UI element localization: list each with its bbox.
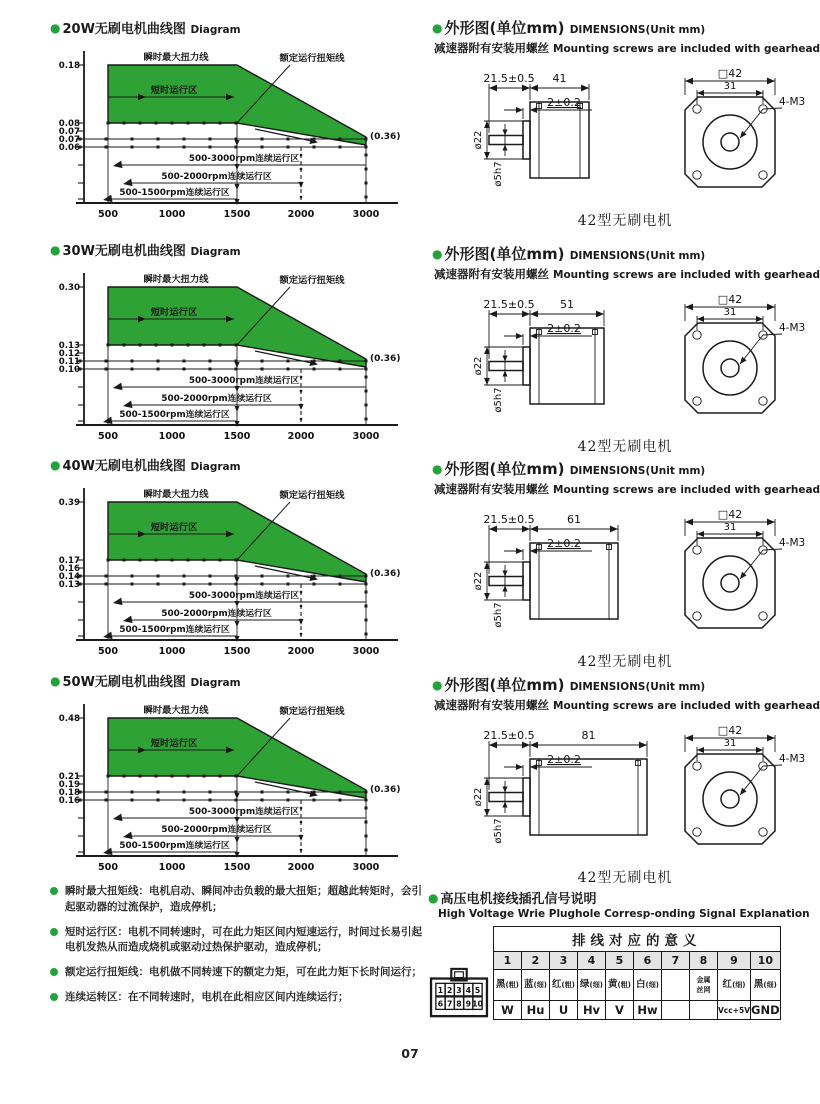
chart-title-en: Diagram	[190, 461, 241, 473]
svg-text:500-2000rpm连续运行区: 500-2000rpm连续运行区	[161, 172, 272, 182]
dimension-title-en: DIMENSIONS(Unit mm)	[569, 465, 706, 477]
svg-text:ø5h7: ø5h7	[493, 161, 504, 187]
chart-title	[50, 457, 420, 475]
svg-text:1500: 1500	[223, 431, 251, 442]
svg-text:500: 500	[97, 862, 119, 873]
svg-text:2000: 2000	[287, 431, 315, 442]
pin-number-cell: 1	[494, 952, 522, 970]
svg-text:1000: 1000	[158, 646, 186, 657]
legend-note: 瞬时最大扭矩线：电机启动、瞬间冲击负载的最大扭矩；超越此转矩时，会引起驱动器的过流保护，造成停机；	[50, 884, 426, 916]
svg-text:500-1500rpm连续运行区: 500-1500rpm连续运行区	[119, 410, 230, 420]
wire-color-cell: 金属 丝网	[690, 970, 718, 1001]
signal-explanation-section	[428, 891, 818, 1020]
pin-number-cell: 7	[662, 952, 690, 970]
drawing-caption: 42型无刷电机	[577, 213, 673, 229]
dimension-title	[432, 20, 818, 39]
svg-text:0.12: 0.12	[58, 349, 80, 359]
svg-text:500-3000rpm连续运行区: 500-3000rpm连续运行区	[188, 807, 300, 817]
outline-drawing-51	[432, 284, 812, 434]
svg-text:短时运行区: 短时运行区	[150, 85, 198, 96]
dimension-subtitle: 减速器附有安装用螺丝 Mounting screws are included with gearhead	[434, 698, 820, 712]
chart-title-zh: 30W无刷电机曲线图	[62, 244, 186, 259]
torque-speed-chart-40w	[50, 476, 410, 672]
green-bullet-icon: ●	[432, 247, 443, 261]
svg-text:2±0.2: 2±0.2	[547, 96, 581, 109]
green-bullet-icon: ●	[428, 891, 439, 905]
wire-color-cell: 黄(粗)	[606, 970, 634, 1001]
svg-text:61: 61	[567, 513, 581, 526]
svg-text:3: 3	[456, 986, 462, 995]
wire-color-cell: 黑(粗)	[494, 970, 522, 1001]
svg-text:500-1500rpm连续运行区: 500-1500rpm连续运行区	[119, 625, 230, 635]
outline-drawing-61	[432, 499, 812, 649]
svg-text:500-3000rpm连续运行区: 500-3000rpm连续运行区	[188, 376, 300, 386]
connector-plug-icon	[428, 966, 490, 1020]
dimension-section-3	[432, 461, 818, 671]
dimension-title-en: DIMENSIONS(Unit mm)	[569, 681, 706, 693]
dimension-title-zh: 外形图(单位mm)	[444, 19, 565, 37]
svg-text:4-M3: 4-M3	[779, 537, 806, 549]
svg-text:ø5h7: ø5h7	[493, 387, 504, 413]
svg-text:21.5±0.5: 21.5±0.5	[483, 729, 535, 742]
svg-text:□42: □42	[717, 67, 743, 80]
svg-text:31: 31	[723, 522, 737, 533]
svg-text:额定运行扭矩线: 额定运行扭矩线	[279, 706, 345, 717]
chart-title	[50, 20, 420, 38]
dimension-title-en: DIMENSIONS(Unit mm)	[569, 24, 706, 36]
svg-text:额定运行扭矩线: 额定运行扭矩线	[279, 490, 345, 501]
svg-text:81: 81	[581, 729, 596, 742]
signal-cell: U	[550, 1001, 578, 1020]
drawing-caption: 42型无刷电机	[577, 654, 673, 670]
chart-title-en: Diagram	[190, 24, 241, 36]
svg-text:1500: 1500	[223, 646, 251, 657]
drawing-caption: 42型无刷电机	[577, 439, 673, 455]
pin-number-cell: 4	[578, 952, 606, 970]
dimension-section-4	[432, 677, 818, 887]
svg-text:31: 31	[723, 307, 737, 318]
svg-text:2: 2	[447, 986, 453, 995]
legend-note: 连续运转区：在不同转速时，电机在此相应区间内连续运行；	[50, 990, 426, 1006]
svg-text:10: 10	[472, 999, 483, 1009]
svg-text:瞬时最大扭力线: 瞬时最大扭力线	[143, 489, 209, 500]
curve-section-20w	[50, 20, 420, 235]
svg-text:0.19: 0.19	[58, 780, 80, 790]
svg-text:4: 4	[465, 986, 471, 995]
svg-text:瞬时最大扭力线: 瞬时最大扭力线	[143, 274, 209, 285]
chart-title-en: Diagram	[190, 677, 241, 689]
dimension-title-zh: 外形图(单位mm)	[444, 676, 565, 694]
dimension-title	[432, 677, 818, 696]
svg-text:□42: □42	[717, 508, 743, 521]
svg-text:ø22: ø22	[473, 571, 484, 591]
svg-text:瞬时最大扭力线: 瞬时最大扭力线	[143, 52, 209, 63]
svg-text:4-M3: 4-M3	[779, 753, 806, 765]
curve-section-40w	[50, 457, 420, 672]
legend-notes	[50, 884, 426, 1015]
signal-cell: V	[606, 1001, 634, 1020]
svg-text:500-2000rpm连续运行区: 500-2000rpm连续运行区	[161, 609, 272, 619]
svg-text:短时运行区: 短时运行区	[150, 522, 198, 533]
svg-text:瞬时最大扭力线: 瞬时最大扭力线	[143, 705, 209, 716]
dimension-title-zh: 外形图(单位mm)	[444, 245, 565, 263]
svg-text:短时运行区: 短时运行区	[150, 307, 198, 318]
svg-text:0.48: 0.48	[58, 714, 80, 724]
svg-text:ø22: ø22	[473, 787, 484, 807]
signal-row	[428, 926, 818, 1020]
signal-cell: Hv	[578, 1001, 606, 1020]
svg-text:3000: 3000	[352, 646, 380, 657]
chart-title-zh: 20W无刷电机曲线图	[62, 22, 186, 37]
svg-text:0.07: 0.07	[58, 127, 80, 137]
dimension-title	[432, 461, 818, 480]
pin-number-cell: 8	[690, 952, 718, 970]
svg-text:4-M3: 4-M3	[779, 96, 806, 108]
dimension-subtitle: 减速器附有安装用螺丝 Mounting screws are included with gearhead	[434, 482, 820, 496]
green-bullet-icon: ●	[432, 462, 443, 476]
svg-text:0.10: 0.10	[58, 365, 80, 375]
svg-text:2000: 2000	[287, 646, 315, 657]
svg-text:1500: 1500	[223, 862, 251, 873]
legend-notes-list	[50, 884, 426, 1006]
svg-text:1000: 1000	[158, 862, 186, 873]
svg-text:500-3000rpm连续运行区: 500-3000rpm连续运行区	[188, 154, 300, 164]
svg-text:500-1500rpm连续运行区: 500-1500rpm连续运行区	[119, 188, 230, 198]
green-bullet-icon: ●	[432, 678, 443, 692]
svg-text:0.08: 0.08	[58, 119, 80, 129]
pin-number-cell: 5	[606, 952, 634, 970]
svg-text:ø22: ø22	[473, 356, 484, 376]
curve-section-50w	[50, 673, 420, 888]
green-bullet-icon: ●	[432, 21, 443, 35]
chart-title	[50, 673, 420, 691]
svg-text:31: 31	[723, 81, 737, 92]
svg-text:7: 7	[447, 999, 453, 1009]
svg-text:0.16: 0.16	[58, 564, 80, 574]
svg-text:1500: 1500	[223, 209, 251, 220]
svg-text:0.13: 0.13	[58, 341, 80, 351]
svg-text:2±0.2: 2±0.2	[547, 537, 581, 550]
svg-text:(0.36): (0.36)	[370, 354, 401, 364]
chart-title-en: Diagram	[190, 246, 241, 258]
svg-text:500-1500rpm连续运行区: 500-1500rpm连续运行区	[119, 841, 230, 851]
page-number: 07	[401, 1046, 419, 1061]
svg-text:41: 41	[552, 72, 567, 85]
torque-speed-chart-20w	[50, 39, 410, 235]
svg-text:□42: □42	[717, 724, 743, 737]
signal-cell: Hu	[522, 1001, 550, 1020]
pin-number-cell: 10	[751, 952, 781, 970]
svg-text:2000: 2000	[287, 862, 315, 873]
green-bullet-icon: ●	[50, 458, 61, 472]
svg-text:额定运行扭矩线: 额定运行扭矩线	[279, 53, 345, 64]
signal-title-en: High Voltage Wrie Plughole Corresp-onding Signal Explanation	[438, 908, 810, 920]
svg-text:ø22: ø22	[473, 130, 484, 150]
curve-section-30w	[50, 242, 420, 457]
dimension-subtitle: 减速器附有安装用螺丝 Mounting screws are included with gearhead	[434, 41, 820, 55]
wire-color-cell: 红(细)	[718, 970, 751, 1001]
svg-text:1000: 1000	[158, 209, 186, 220]
svg-text:额定运行扭矩线: 额定运行扭矩线	[279, 275, 345, 286]
signal-cell: W	[494, 1001, 522, 1020]
pin-number-cell: 2	[522, 952, 550, 970]
chart-title	[50, 242, 420, 260]
svg-text:21.5±0.5: 21.5±0.5	[483, 513, 535, 526]
svg-text:0.18: 0.18	[58, 61, 80, 71]
chart-title-zh: 40W无刷电机曲线图	[62, 459, 186, 474]
wire-color-cell: 白(细)	[634, 970, 662, 1001]
svg-text:(0.36): (0.36)	[370, 132, 401, 142]
signal-cell: GND	[751, 1001, 781, 1020]
legend-note: 额定运行扭矩线：电机做不同转速下的额定力矩，可在此力矩下长时间运行；	[50, 965, 426, 981]
svg-text:□42: □42	[717, 293, 743, 306]
pin-number-cell: 6	[634, 952, 662, 970]
outline-drawing-41	[432, 58, 812, 208]
svg-text:0.07: 0.07	[58, 135, 80, 145]
dimension-section-1	[432, 20, 818, 230]
svg-text:1000: 1000	[158, 431, 186, 442]
svg-text:0.13: 0.13	[58, 580, 80, 590]
svg-text:500-2000rpm连续运行区: 500-2000rpm连续运行区	[161, 825, 272, 835]
svg-text:1: 1	[437, 986, 444, 995]
svg-text:21.5±0.5: 21.5±0.5	[483, 72, 535, 85]
svg-text:2±0.2: 2±0.2	[547, 322, 581, 335]
pin-number-cell: 9	[718, 952, 751, 970]
svg-text:0.30: 0.30	[58, 283, 80, 293]
table-header: 排线对应的意义	[494, 927, 781, 952]
svg-text:0.14: 0.14	[58, 572, 80, 582]
dimension-title	[432, 246, 818, 265]
svg-text:0.39: 0.39	[58, 498, 80, 508]
svg-text:31: 31	[723, 738, 737, 749]
signal-cell: Hw	[634, 1001, 662, 1020]
wire-color-cell: 黑(细)	[751, 970, 781, 1001]
pin-signal-table	[493, 926, 781, 1020]
signal-cell	[662, 1001, 690, 1020]
outline-drawing-81	[432, 715, 812, 865]
wire-color-cell	[662, 970, 690, 1001]
torque-speed-chart-30w	[50, 261, 410, 457]
svg-text:21.5±0.5: 21.5±0.5	[483, 298, 535, 311]
chart-title-zh: 50W无刷电机曲线图	[62, 675, 186, 690]
wire-color-cell: 蓝(细)	[522, 970, 550, 1001]
green-bullet-icon: ●	[50, 674, 61, 688]
green-bullet-icon: ●	[50, 243, 61, 257]
legend-note: 短时运行区：电机不同转速时，可在此力矩区间内短速运行，时间过长易引起电机发热从而造成烧机或驱动过热保护驱动，造成停机；	[50, 925, 426, 957]
svg-text:短时运行区: 短时运行区	[150, 738, 198, 749]
svg-text:6: 6	[437, 999, 444, 1009]
wire-color-cell: 红(粗)	[550, 970, 578, 1001]
svg-text:500: 500	[97, 646, 119, 657]
svg-text:500: 500	[97, 209, 119, 220]
svg-text:500: 500	[97, 431, 119, 442]
svg-text:9: 9	[465, 999, 471, 1009]
svg-text:3000: 3000	[352, 209, 380, 220]
signal-title	[428, 891, 818, 907]
svg-text:0.06: 0.06	[58, 143, 80, 153]
svg-text:500-2000rpm连续运行区: 500-2000rpm连续运行区	[161, 394, 272, 404]
svg-text:ø5h7: ø5h7	[493, 818, 504, 844]
svg-text:5: 5	[474, 986, 481, 995]
svg-text:8: 8	[456, 999, 462, 1009]
drawing-caption: 42型无刷电机	[577, 870, 673, 886]
svg-text:4-M3: 4-M3	[779, 322, 806, 334]
dimension-title-zh: 外形图(单位mm)	[444, 460, 565, 478]
svg-text:3000: 3000	[352, 431, 380, 442]
svg-text:0.16: 0.16	[58, 796, 80, 806]
svg-text:51: 51	[560, 298, 574, 311]
svg-text:0.11: 0.11	[58, 357, 80, 367]
svg-text:0.17: 0.17	[58, 556, 80, 566]
dimension-section-2	[432, 246, 818, 456]
svg-text:2000: 2000	[287, 209, 315, 220]
svg-text:2±0.2: 2±0.2	[547, 753, 581, 766]
dimension-title-en: DIMENSIONS(Unit mm)	[569, 250, 706, 262]
svg-text:3000: 3000	[352, 862, 380, 873]
torque-speed-chart-50w	[50, 692, 410, 888]
wire-color-cell: 绿(细)	[578, 970, 606, 1001]
dimension-subtitle: 减速器附有安装用螺丝 Mounting screws are included with gearhead	[434, 267, 820, 281]
svg-text:ø5h7: ø5h7	[493, 602, 504, 628]
svg-text:(0.36): (0.36)	[370, 569, 401, 579]
svg-text:500-3000rpm连续运行区: 500-3000rpm连续运行区	[188, 591, 300, 601]
pin-number-cell: 3	[550, 952, 578, 970]
svg-text:(0.36): (0.36)	[370, 785, 401, 795]
signal-title-zh: 高压电机接线插孔信号说明	[440, 892, 597, 907]
svg-text:0.18: 0.18	[58, 788, 80, 798]
signal-cell	[690, 1001, 718, 1020]
svg-text:0.21: 0.21	[58, 772, 80, 782]
signal-cell: Vcc+5V	[718, 1001, 751, 1020]
green-bullet-icon: ●	[50, 21, 61, 35]
